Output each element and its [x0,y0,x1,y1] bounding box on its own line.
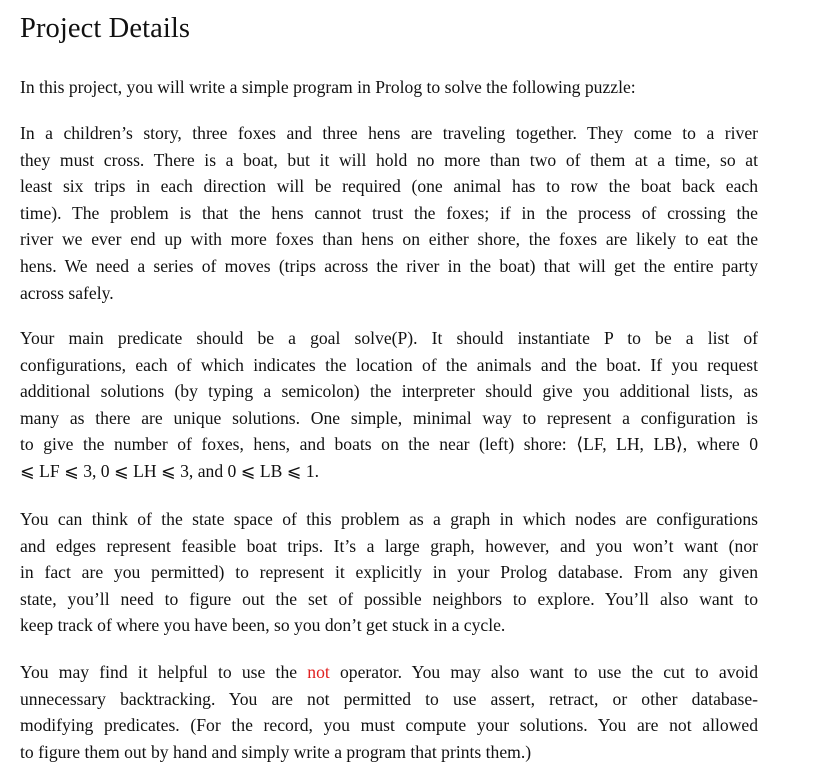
paragraph-line: unnecessary backtracking. You are not permitted to use assert, retract, or other database- [20,688,758,709]
paragraph-line: configurations, each of which indicates the location of the animals and the boat. If you request [20,354,758,375]
paragraph-line: hens. We need a series of moves (trips across the river in the boat) that will get the entire party [20,255,758,276]
paragraph-line: many as there are unique solutions. One simple, minimal way to represent a configuration is [20,407,758,428]
line-text: operator. You may also want to use the cut to avoid [329,662,758,682]
paragraph-line: they must cross. There is a boat, but it will hold no more than two of them at a time, so at [20,149,758,170]
story-paragraph [20,120,758,306]
intro-paragraph [20,74,758,101]
paragraph-line: time). The problem is that the hens cannot trust the foxes; if in the process of crossing the [20,202,758,223]
paragraph-line: across safely. [20,282,114,303]
paragraph-line: additional solutions (by typing a semicolon) the interpreter should give you additional lists, as [20,381,758,402]
paragraph-line: to figure them out by hand and simply write a program that prints them.) [20,741,532,762]
paragraph-line: and edges represent feasible boat trips. It’s a large graph, however, and you won’t want (nor [20,535,758,556]
paragraph-line: least six trips in each direction will be required (one animal has to row the boat back each [20,176,758,197]
paragraph-line: In a children’s story, three foxes and three hens are traveling together. They come to a river [20,123,758,143]
hints-paragraph [20,659,758,765]
page-title: Project Details [20,13,191,44]
paragraph-line: state, you’ll need to figure out the set of possible neighbors to explore. You’ll also want to [20,588,758,609]
paragraph-line: Your main predicate should be a goal solve(P). It should instantiate P to be a list of [20,328,758,348]
paragraph-line: ⩽ LF ⩽ 3, 0 ⩽ LH ⩽ 3, and 0 ⩽ LB ⩽ 1. [20,460,320,481]
paragraph-line: river we ever end up with more foxes than hens on either shore, the foxes are likely to eat the [20,229,758,250]
line-text: You may find it helpful to use the [20,662,308,682]
paragraph-line: in fact are you permitted) to represent it explicitly in your Prolog database. From any given [20,562,758,583]
predicate-paragraph [20,325,758,485]
paragraph-line: to give the number of foxes, hens, and boats on the near (left) shore: ⟨LF, LH, LB⟩, where 0 [20,434,758,455]
not-operator-keyword: not [307,662,330,682]
state-space-paragraph [20,506,758,639]
paragraph-line: keep track of where you have been, so you don’t get stuck in a cycle. [20,615,506,636]
paragraph-line: modifying predicates. (For the record, you must compute your solutions. You are not allowed [20,715,758,736]
paragraph-line: You can think of the state space of this problem as a graph in which nodes are configurations [20,509,758,529]
paragraph-line: In this project, you will write a simple program in Prolog to solve the following puzzle: [20,77,636,97]
paragraph-line [20,659,758,686]
